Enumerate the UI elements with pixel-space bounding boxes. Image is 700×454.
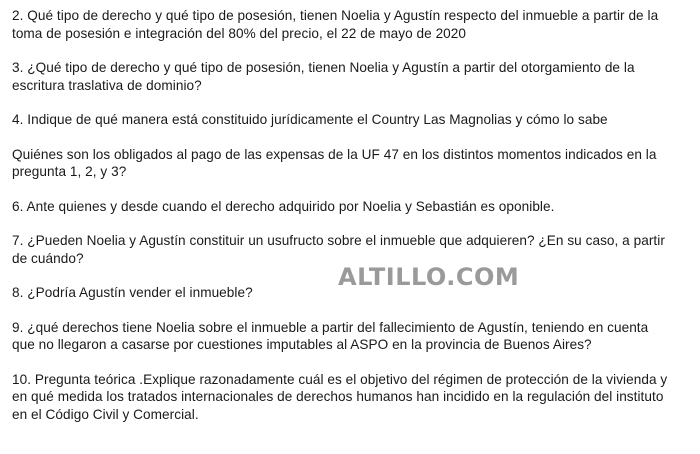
question-document bbox=[12, 7, 696, 440]
question-4: 4. Indique de qué manera está constituido jurídicamente el Country Las Magnolias y cómo lo sabe bbox=[12, 112, 608, 127]
watermark: ALTILLO.COM bbox=[338, 263, 520, 291]
question-5: Quiénes son los obligados al pago de las expensas de la UF 47 en los distintos momentos indicados en la pregunta 1, 2, y 3? bbox=[12, 146, 657, 179]
question-10: 10. Pregunta teórica .Explique razonadamente cuál es el objetivo del régimen de protección de la vivienda y en qué medida los tratados internacionales de derechos humanos han incidido en la regulación del instituto en el Código Civil y Comercial. bbox=[12, 371, 668, 422]
question-8: 8. ¿Podría Agustín vender el inmueble? bbox=[12, 285, 253, 300]
question-3: 3. ¿Qué tipo de derecho y qué tipo de posesión, tienen Noelia y Agustín a partir del otorgamiento de la escritura traslativa de dominio? bbox=[12, 60, 635, 93]
question-9: 9. ¿qué derechos tiene Noelia sobre el inmueble a partir del fallecimiento de Agustín, teniendo en cuenta que no llegaron a casarse por cuestiones imputables al ASPO en la provincia de Buenos Aires? bbox=[12, 319, 649, 352]
question-6: 6. Ante quienes y desde cuando el derecho adquirido por Noelia y Sebastián es oponible. bbox=[12, 198, 555, 214]
question-2: 2. Qué tipo de derecho y qué tipo de posesión, tienen Noelia y Agustín respecto del inmueble a partir de la toma de posesión e integración del 80% del precio, el 22 de mayo de 2020 bbox=[12, 8, 659, 41]
question-7: 7. ¿Pueden Noelia y Agustín constituir un usufructo sobre el inmueble que adquieren? ¿En su caso, a partir de cuándo? bbox=[12, 233, 665, 266]
